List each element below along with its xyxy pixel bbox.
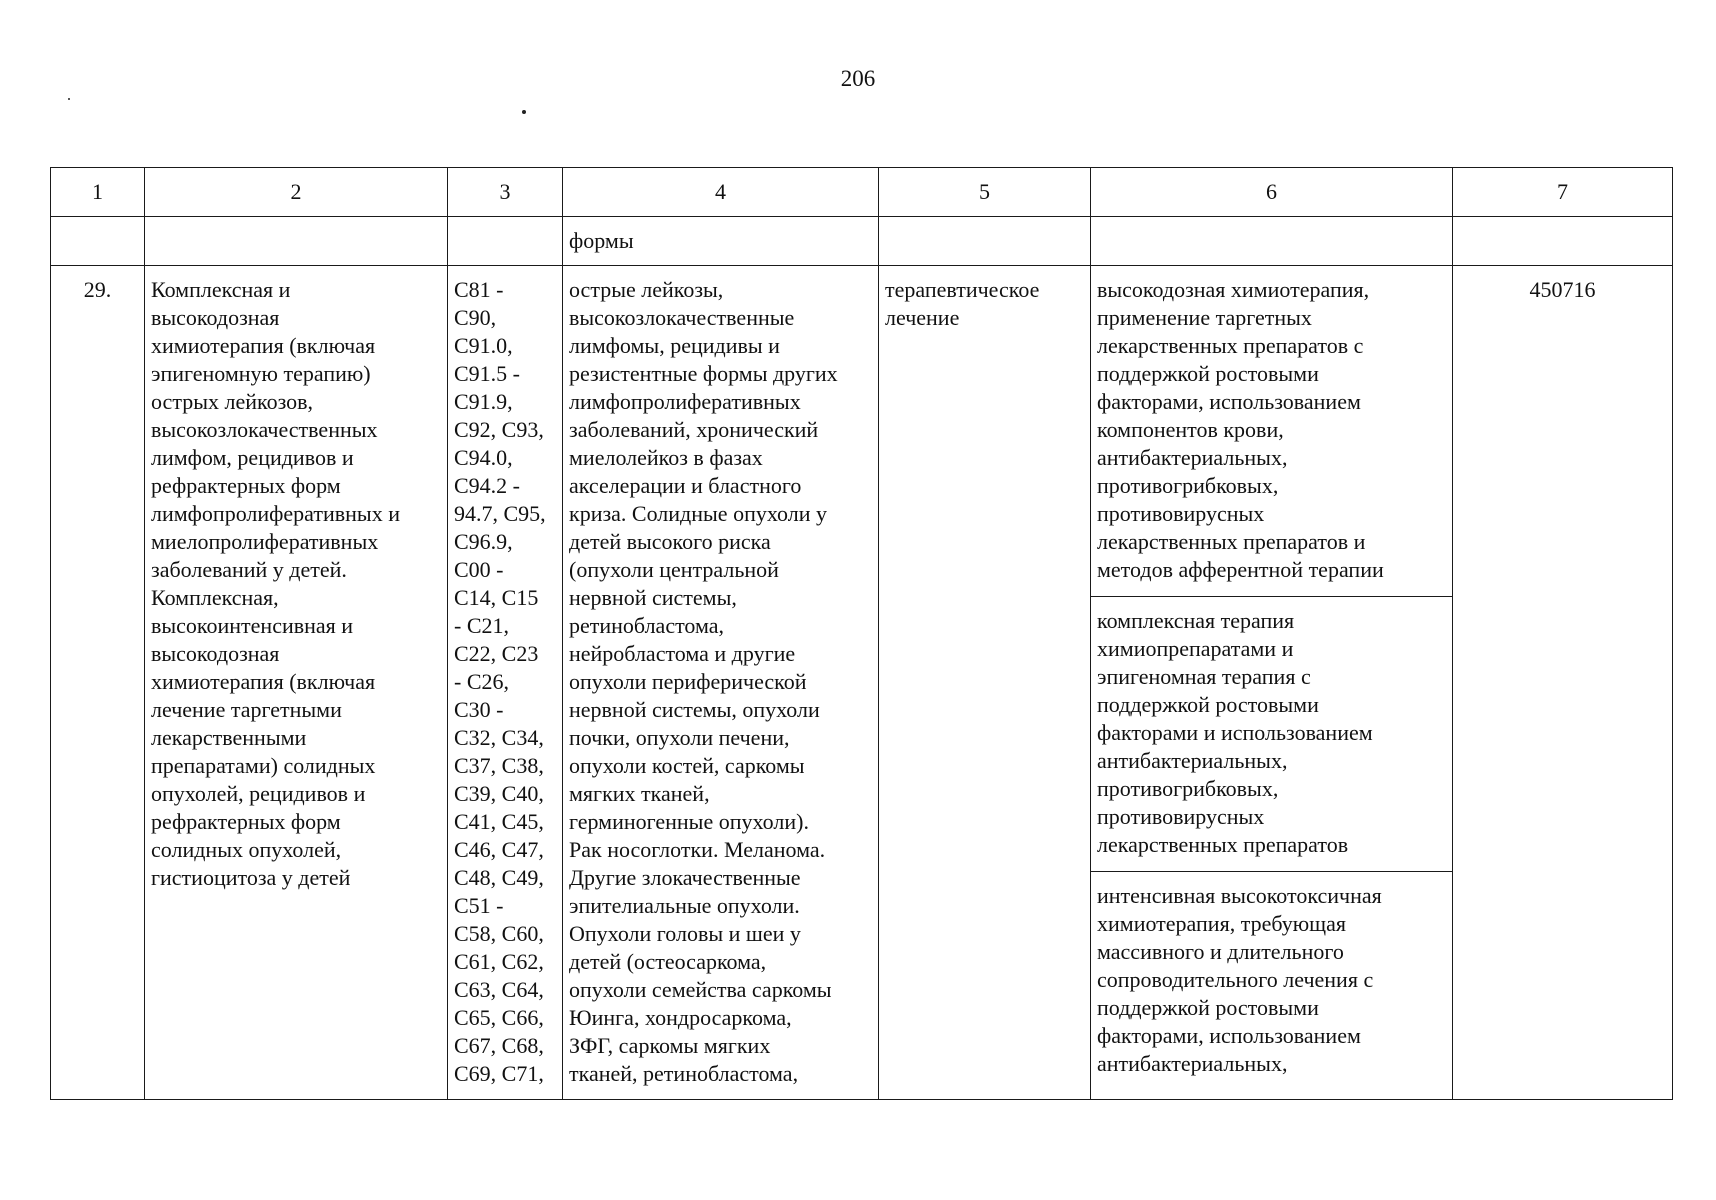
- column-header: 1: [51, 168, 145, 217]
- empty-cell: [51, 217, 145, 266]
- treatment-type: терапевтическое лечение: [879, 266, 1091, 1100]
- empty-cell: [448, 217, 563, 266]
- empty-cell: [1091, 217, 1453, 266]
- treatment-method: высокодозная химиотерапия, применение таргетных лекарственных препаратов с поддержкой ростовыми факторами, использованием компонентов крови, антибактериальных, противогрибковых, противовирусных лекарственных препаратов и методов афферентной терапии: [1091, 266, 1453, 597]
- table-row: [51, 266, 1673, 597]
- column-header: 4: [563, 168, 879, 217]
- services-table: [50, 167, 1673, 1100]
- cost-value: 450716: [1453, 266, 1673, 1100]
- column-header: 6: [1091, 168, 1453, 217]
- empty-cell: [1453, 217, 1673, 266]
- column-header: 7: [1453, 168, 1673, 217]
- continuation-row: [51, 217, 1673, 266]
- scan-speck: [68, 98, 70, 100]
- treatment-method: интенсивная высокотоксичная химиотерапия, требующая массивного и длительного сопроводительного лечения с поддержкой ростовыми факторами, использованием антибактериальных,: [1091, 872, 1453, 1100]
- page-number: 206: [840, 66, 876, 91]
- header-row: [51, 168, 1673, 217]
- empty-cell: [145, 217, 448, 266]
- column-header: 2: [145, 168, 448, 217]
- empty-cell: [879, 217, 1091, 266]
- column-header: 5: [879, 168, 1091, 217]
- treatment-method: комплексная терапия химиопрепаратами и эпигеномная терапия с поддержкой ростовыми факторами и использованием антибактериальных, противогрибковых, противовирусных лекарственных препаратов: [1091, 597, 1453, 872]
- service-name: Комплексная и высокодозная химиотерапия (включая эпигеномную терапию) острых лейкозов, высокозлокачественных лимфом, рецидивов и рефрактерных форм лимфопролиферативных и миелопролиферативных заболеваний у детей. Комплексная, высокоинтенсивная и высокодозная химиотерапия (включая лечение таргетными лекарственными препаратами) солидных опухолей, рецидивов и рефрактерных форм солидных опухолей, гистиоцитоза у детей: [145, 266, 448, 1100]
- column-header: 3: [448, 168, 563, 217]
- diagnosis-model: острые лейкозы, высокозлокачественные лимфомы, рецидивы и резистентные формы других лимфопролиферативных заболеваний, хронический миелолейкоз в фазах акселерации и бластного криза. Солидные опухоли у детей высокого риска (опухоли центральной нервной системы, ретинобластома, нейробластома и другие опухоли периферической нервной системы, опухоли почки, опухоли печени, опухоли костей, саркомы мягких тканей, герминогенные опухоли). Рак носоглотки. Меланома. Другие злокачественные эпителиальные опухоли. Опухоли головы и шеи у детей (остеосаркома, опухоли семейства саркомы Юинга, хондросаркома, ЗФГ, саркомы мягких тканей, ретинобластома,: [563, 266, 879, 1100]
- icd-codes: C81 - C90, C91.0, C91.5 - C91.9, C92, C93, C94.0, C94.2 - 94.7, C95, C96.9, C00 - C14, C15 - C21, C22, C23 - C26, C30 - C32, C34, C37, C38, C39, C40, C41, C45, C46, C47, C48, C49, C51 - C58, C60, C61, C62, C63, C64, C65, C66, C67, C68, C69, C71,: [448, 266, 563, 1100]
- row-number: 29.: [51, 266, 145, 1100]
- continuation-text: формы: [563, 217, 879, 266]
- scan-speck: [522, 110, 526, 114]
